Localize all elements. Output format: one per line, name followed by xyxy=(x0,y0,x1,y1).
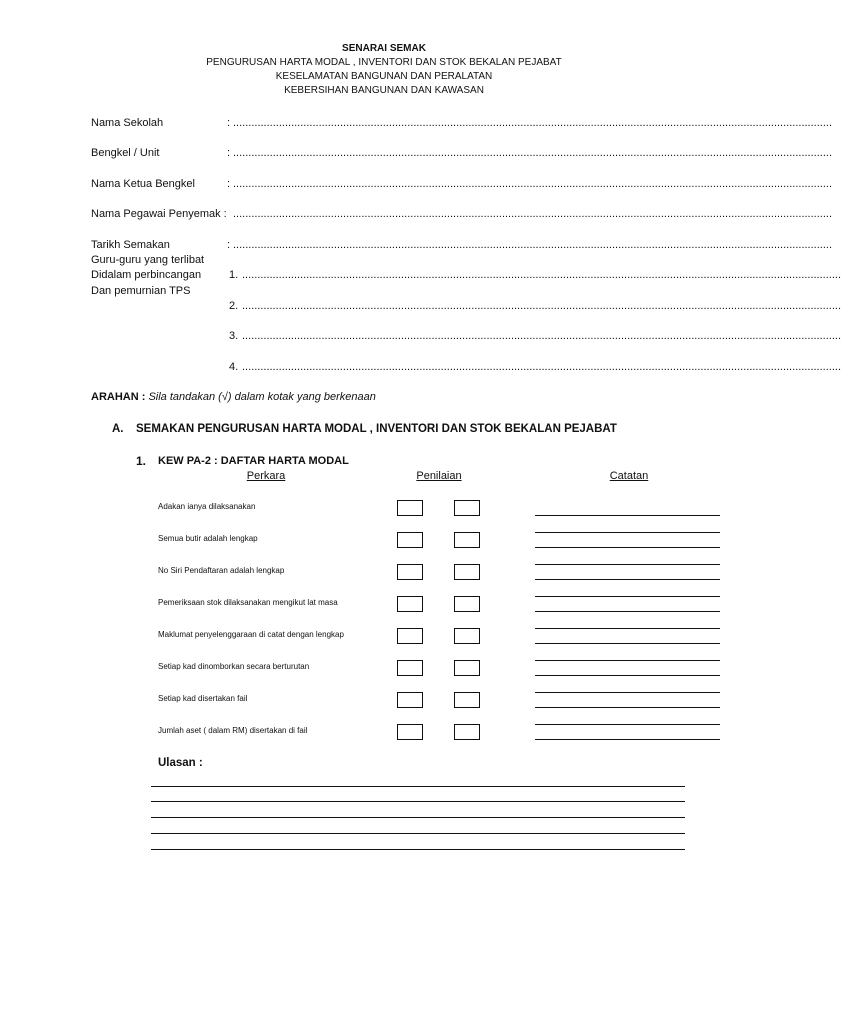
guru-number-4: 4. xyxy=(229,361,239,373)
checklist-item-5: Maklumat penyelenggaraan di catat dengan lengkap xyxy=(158,630,344,639)
checkbox-6a[interactable] xyxy=(397,660,423,676)
catatan-line-4b[interactable] xyxy=(535,611,720,612)
catatan-line-6a[interactable] xyxy=(535,660,720,661)
checkbox-5a[interactable] xyxy=(397,628,423,644)
checkbox-6b[interactable] xyxy=(454,660,480,676)
checkbox-7b[interactable] xyxy=(454,692,480,708)
ulasan-label: Ulasan : xyxy=(158,757,203,769)
colon: : xyxy=(227,239,231,251)
checkbox-2a[interactable] xyxy=(397,532,423,548)
catatan-line-3b[interactable] xyxy=(535,579,720,580)
subsection-number: 1. xyxy=(136,454,147,468)
checkbox-8b[interactable] xyxy=(454,724,480,740)
catatan-line-5b[interactable] xyxy=(535,643,720,644)
catatan-line-7a[interactable] xyxy=(535,692,720,693)
label-bengkel-unit: Bengkel / Unit xyxy=(91,147,160,159)
bengkel-unit-field[interactable]: .................................................................................................................................................................................................... xyxy=(233,147,833,159)
checklist-item-2: Semua butir adalah lengkap xyxy=(158,534,258,543)
guru-number-3: 3. xyxy=(229,330,239,342)
colon: : xyxy=(227,178,231,190)
checkbox-1a[interactable] xyxy=(397,500,423,516)
guru-number-2: 2. xyxy=(229,300,239,312)
checklist-item-3: No Siri Pendaftaran adalah lengkap xyxy=(158,566,285,575)
section-a-title: SEMAKAN PENGURUSAN HARTA MODAL , INVENTORI DAN STOK BEKALAN PEJABAT xyxy=(136,423,617,435)
checkbox-5b[interactable] xyxy=(454,628,480,644)
doc-subtitle-2: KESELAMATAN BANGUNAN DAN PERALATAN xyxy=(275,71,493,82)
nama-pegawai-penyemak-field[interactable]: .................................................................................................................................................................................................... xyxy=(233,208,833,220)
colon: : xyxy=(227,147,231,159)
guru-field-3[interactable]: .................................................................................................................................................................................................... xyxy=(242,330,841,342)
ulasan-line-4[interactable] xyxy=(151,833,685,834)
checklist-item-7: Setiap kad disertakan fail xyxy=(158,694,248,703)
arahan-label: ARAHAN : xyxy=(91,391,146,403)
arahan-instruction xyxy=(91,391,376,403)
checkbox-1b[interactable] xyxy=(454,500,480,516)
label-nama-ketua-bengkel: Nama Ketua Bengkel xyxy=(91,178,195,190)
catatan-line-8a[interactable] xyxy=(535,724,720,725)
column-perkara: Perkara xyxy=(246,470,286,482)
catatan-line-3a[interactable] xyxy=(535,564,720,565)
column-penilaian: Penilaian xyxy=(416,470,462,482)
checkbox-2b[interactable] xyxy=(454,532,480,548)
checkbox-8a[interactable] xyxy=(397,724,423,740)
guru-field-2[interactable]: .................................................................................................................................................................................................... xyxy=(242,300,841,312)
catatan-line-4a[interactable] xyxy=(535,596,720,597)
checklist-item-4: Pemeriksaan stok dilaksanakan mengikut lat masa xyxy=(158,598,338,607)
section-a-letter: A. xyxy=(112,423,124,435)
subsection-title: KEW PA-2 : DAFTAR HARTA MODAL xyxy=(158,455,349,467)
checklist-item-1: Adakan ianya dilaksanakan xyxy=(158,502,256,511)
guru-field-1[interactable]: .................................................................................................................................................................................................... xyxy=(242,269,841,281)
nama-ketua-bengkel-field[interactable]: .................................................................................................................................................................................................... xyxy=(233,178,833,190)
column-catatan: Catatan xyxy=(609,470,649,482)
checkbox-7a[interactable] xyxy=(397,692,423,708)
ulasan-line-1[interactable] xyxy=(151,786,685,787)
ulasan-line-5[interactable] xyxy=(151,849,685,850)
label-nama-pegawai-penyemak: Nama Pegawai Penyemak : xyxy=(91,208,227,220)
tarikh-semakan-field[interactable]: .................................................................................................................................................................................................... xyxy=(233,239,833,251)
doc-subtitle-3: KEBERSIHAN BANGUNAN DAN KAWASAN xyxy=(284,85,484,96)
colon: : xyxy=(227,117,231,129)
label-tarikh-semakan: Tarikh Semakan xyxy=(91,239,170,251)
checkbox-4a[interactable] xyxy=(397,596,423,612)
label-nama-sekolah: Nama Sekolah xyxy=(91,117,164,129)
ulasan-line-2[interactable] xyxy=(151,801,685,802)
doc-subtitle-1: PENGURUSAN HARTA MODAL , INVENTORI DAN STOK BEKALAN PEJABAT xyxy=(206,57,562,68)
doc-title: SENARAI SEMAK xyxy=(342,43,426,54)
checkbox-3b[interactable] xyxy=(454,564,480,580)
catatan-line-6b[interactable] xyxy=(535,675,720,676)
catatan-line-5a[interactable] xyxy=(535,628,720,629)
checklist-item-8: Jumlah aset ( dalam RM) disertakan di fail xyxy=(158,726,308,735)
nama-sekolah-field[interactable]: .................................................................................................................................................................................................... xyxy=(233,117,833,129)
arahan-text: Sila tandakan (√) dalam kotak yang berkenaan xyxy=(148,391,376,403)
label-guru-line-3: Dan pemurnian TPS xyxy=(91,285,191,297)
label-guru-line-1: Guru-guru yang terlibat xyxy=(91,254,205,266)
ulasan-line-3[interactable] xyxy=(151,817,685,818)
catatan-line-7b[interactable] xyxy=(535,707,720,708)
label-guru-line-2: Didalam perbincangan xyxy=(91,269,202,281)
catatan-line-8b[interactable] xyxy=(535,739,720,740)
checklist-item-6: Setiap kad dinomborkan secara berturutan xyxy=(158,662,310,671)
guru-field-4[interactable]: .................................................................................................................................................................................................... xyxy=(242,361,841,373)
checkbox-4b[interactable] xyxy=(454,596,480,612)
catatan-line-2b[interactable] xyxy=(535,547,720,548)
catatan-line-1[interactable] xyxy=(535,515,720,516)
checkbox-3a[interactable] xyxy=(397,564,423,580)
guru-number-1: 1. xyxy=(229,269,239,281)
catatan-line-2a[interactable] xyxy=(535,532,720,533)
